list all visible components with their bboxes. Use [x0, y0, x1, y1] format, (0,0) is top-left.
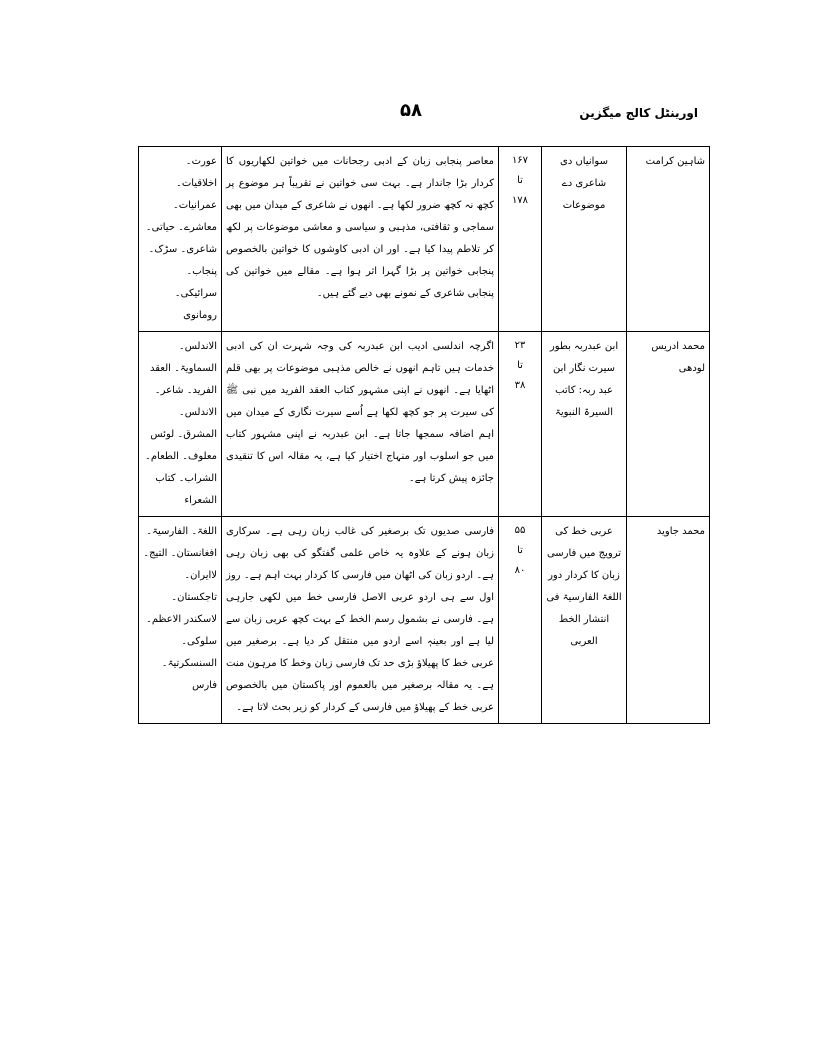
table-row [139, 517, 710, 724]
summary-cell: فارسی صدیوں تک برصغیر کی غالب زبان رہی ہے۔ سرکاری زبان ہونے کے علاوہ یہ خاص علمی گفتگو کی بھی زبان رہی ہے۔ اردو زبان کی اٹھان میں فارسی کا کردار بہت اہم ہے۔ روز اول سے ہی اردو عربی الاصل فارسی خط میں لکھی جارہی ہے۔ فارسی نے بشمول رسم الخط کے بہت کچھ عربی زبان سے لیا ہے اور بعینہٖ اسے اردو میں منتقل کر دیا ہے۔ برصغیر میں عربی خط کا پھیلاؤ بڑی حد تک فارسی زبان وخط کا مرہون منت ہے۔ یہ مقالہ برصغیر میں بالعموم اور پاکستان میں بالخصوص عربی خط کے پھیلاؤ میں فارسی کے کردار کو زیر بحث لاتا ہے۔ [222, 517, 499, 724]
table-row [139, 332, 710, 517]
keywords-cell: الاندلس۔ السماویۃ۔ العقد الفرید۔ شاعر۔ الاندلس۔ المشرق۔ لوئس معلوف۔ الطعام۔ الشراب۔ کتاب الشعراء [139, 332, 222, 517]
page-from: ۵۵ [514, 525, 526, 536]
page-to-word: تا [517, 360, 523, 371]
page-number: ۵۸ [400, 100, 422, 121]
page-from: ۲۳ [514, 340, 526, 351]
author-cell: شاہین کرامت [627, 147, 710, 332]
pages-cell [499, 517, 542, 724]
page-header [138, 100, 698, 130]
page-to-word: تا [517, 175, 523, 186]
pages-cell [499, 147, 542, 332]
page-from: ۱۶۷ [511, 155, 529, 166]
keywords-cell: اللغۃ۔ الفارسیۃ۔ افغانستان۔ التیج۔ لاایران۔ تاجکستان۔ لاسکندر الاعظم۔ سلوکی۔ السنسکرتیۃ۔ فارس [139, 517, 222, 724]
author-cell: محمد جاوید [627, 517, 710, 724]
title-cell: عربی خط کی ترویج میں فارسی زبان کا کردار دور اللغۃ الفارسیۃ فی انتشار الخط العربی [542, 517, 627, 724]
keywords-cell: عورت۔ اخلاقیات۔ عمرانیات۔ معاشرے۔ حیاتی۔ شاعری۔ سڑک۔ پنجاب۔ سرائیکی۔ رومانوی [139, 147, 222, 332]
title-cell: ابن عبدربہ بطور سیرت نگار ابن عبد ربہ: کاتب السیرۃ النبویۃ [542, 332, 627, 517]
author-cell: محمد ادریس لودھی [627, 332, 710, 517]
summary-cell: معاصر پنجابی زبان کے ادبی رجحانات میں خواتین لکھاریوں کا کردار بڑا جاندار ہے۔ بہت سی خواتین نے تقریباً ہر موضوع پر کچھ نہ کچھ ضرور لکھا ہے۔ انھوں نے شاعری کے میدان میں بھی سماجی و ثقافتی، مذہبی و سیاسی و معاشی موضوعات پر لکھ کر تلاطم پیدا کیا ہے۔ اور ان ادبی کاوشوں کا خواتین بالخصوص پنجابی خواتین پر بڑا گہرا اثر ہوا ہے۔ مقالے میں خواتین کی پنجابی شاعری کے نمونے بھی دیے گئے ہیں۔ [222, 147, 499, 332]
page-to: ۳۸ [514, 380, 526, 391]
journal-name: اورینٹل کالج میگزین [579, 106, 698, 120]
page-to-word: تا [517, 545, 523, 556]
page-to: ۱۷۸ [511, 195, 529, 206]
page-to: ۸۰ [514, 565, 526, 576]
articles-index-table [138, 146, 710, 724]
table-row [139, 147, 710, 332]
pages-cell [499, 332, 542, 517]
summary-cell: اگرچہ اندلسی ادیب ابن عبدربہ کی وجہ شہرت ان کی ادبی خدمات ہیں تاہم انھوں نے خالص مذہبی موضوعات پر بھی قلم اٹھایا ہے۔ انھوں نے اپنی مشہور کتاب العقد الفرید میں نبی ﷺ کی سیرت پر جو کچھ لکھا ہے اُسے سیرت نگاری کے میدان میں اہم اضافہ سمجھا جاتا ہے۔ ابن عبدربہ نے اپنی مشہور کتاب میں جو اسلوب اور منہاج اختیار کیا ہے، یہ مقالہ اس کا تنقیدی جائزہ پیش کرتا ہے۔ [222, 332, 499, 517]
title-cell: سوانیاں دی شاعری دے موضوعات [542, 147, 627, 332]
